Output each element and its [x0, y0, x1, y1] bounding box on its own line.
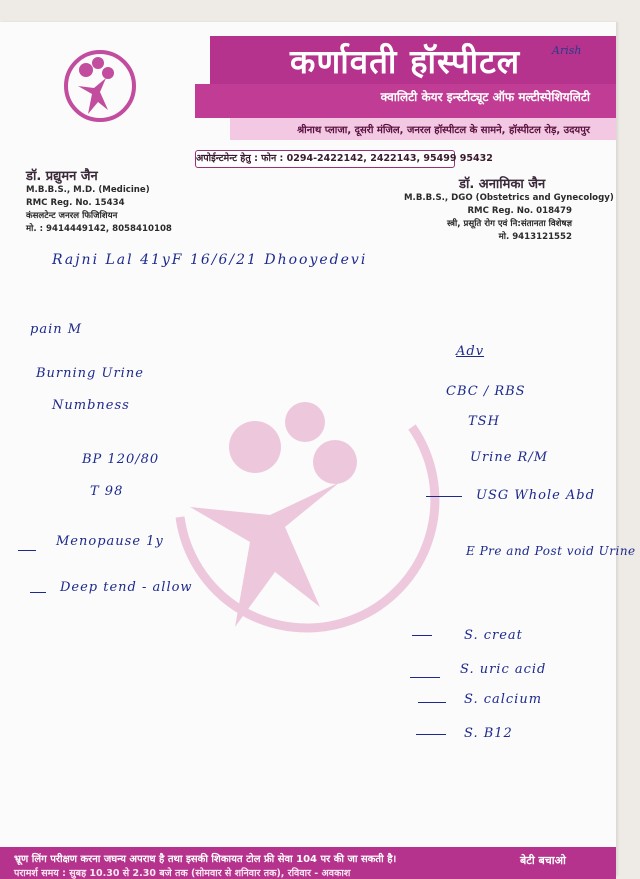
- doctor-left-block: [26, 166, 216, 236]
- hospital-tagline: क्वालिटी केयर इन्स्टीट्यूट ऑफ मल्टीस्पेशियलिटी: [380, 90, 590, 104]
- doctor-left-degree: M.B.B.S., M.D. (Medicine): [26, 185, 150, 195]
- footer-badge: बेटी बचाओ: [520, 854, 566, 867]
- footer-legal-notice: भ्रूण लिंग परीक्षण करना जघन्य अपराध है तथा इसकी शिकायत टोल फ्री सेवा 104 पर की जा सकती है।: [14, 854, 397, 865]
- doctor-right-name: डॉ. अनामिका जैन: [459, 177, 546, 192]
- hospital-name: कर्णावती हॉस्पीटल: [290, 42, 521, 81]
- hospital-logo: [60, 48, 146, 124]
- watermark-logo: [150, 367, 450, 657]
- dash-mark: [18, 550, 36, 551]
- history-item: Menopause 1y: [56, 534, 164, 549]
- investigation-item: USG Whole Abd: [476, 488, 595, 503]
- doctor-right-block: [404, 174, 614, 244]
- investigation-item: E Pre and Post void Urine: [466, 544, 636, 558]
- dash-mark: [410, 677, 440, 678]
- doctor-right-mobile: मो. 9413121552: [498, 232, 572, 242]
- prescription-sheet: [0, 22, 636, 879]
- complaint-item: Numbness: [52, 398, 130, 413]
- investigation-item: S. B12: [464, 726, 513, 741]
- corner-handwritten-note: Arish: [552, 44, 582, 57]
- investigation-item: Urine R/M: [470, 450, 549, 465]
- advice-header: Adv: [456, 344, 485, 359]
- investigation-item: S. creat: [464, 628, 523, 643]
- doctor-left-role: कंसलटेन्ट जनरल फिजिशियन: [26, 211, 118, 221]
- doctor-left-mobile: मो. : 9414449142, 8058410108: [26, 224, 172, 234]
- doctor-right-reg: RMC Reg. No. 018479: [467, 206, 572, 216]
- patient-line: Rajni Lal 41yF 16/6/21 Dhooyedevi: [52, 252, 368, 268]
- dash-mark: [418, 702, 446, 703]
- doctor-left-name: डॉ. प्रद्युमन जैन: [26, 169, 98, 184]
- investigation-item: S. calcium: [464, 692, 543, 707]
- vital-item: BP 120/80: [82, 452, 160, 467]
- dash-mark: [426, 496, 462, 497]
- dash-mark: [412, 635, 432, 636]
- investigation-item: S. uric acid: [460, 662, 547, 677]
- footer-consult-hours: परामर्श समय : सुबह 10.30 से 2.30 बजे तक (सोमवार से शनिवार तक), रविवार - अवकाश: [14, 868, 351, 879]
- dash-mark: [30, 592, 46, 593]
- footer-bar: [0, 847, 616, 879]
- appointment-phone: अपोईन्टमेन्ट हेतु : फोन : 0294-2422142, 2422143, 95499 95432: [195, 150, 455, 168]
- complaint-item: Burning Urine: [36, 366, 144, 381]
- doctor-left-reg: RMC Reg. No. 15434: [26, 198, 125, 208]
- investigation-item: TSH: [468, 414, 500, 429]
- hospital-address: श्रीनाथ प्लाजा, दूसरी मंजिल, जनरल हॉस्पीटल के सामने, हॉस्पीटल रोड़, उदयपुर: [297, 125, 590, 136]
- investigation-item: CBC / RBS: [446, 384, 526, 399]
- vital-item: T 98: [90, 484, 124, 499]
- doctor-right-degree: M.B.B.S., DGO (Obstetrics and Gynecology): [404, 193, 614, 203]
- dash-mark: [416, 734, 446, 735]
- complaint-item: pain M: [30, 322, 83, 337]
- history-item: Deep tend - allow: [60, 580, 193, 595]
- doctor-right-role: स्त्री, प्रसूति रोग एवं नि:संतानता विशेषज्ञ: [446, 219, 572, 229]
